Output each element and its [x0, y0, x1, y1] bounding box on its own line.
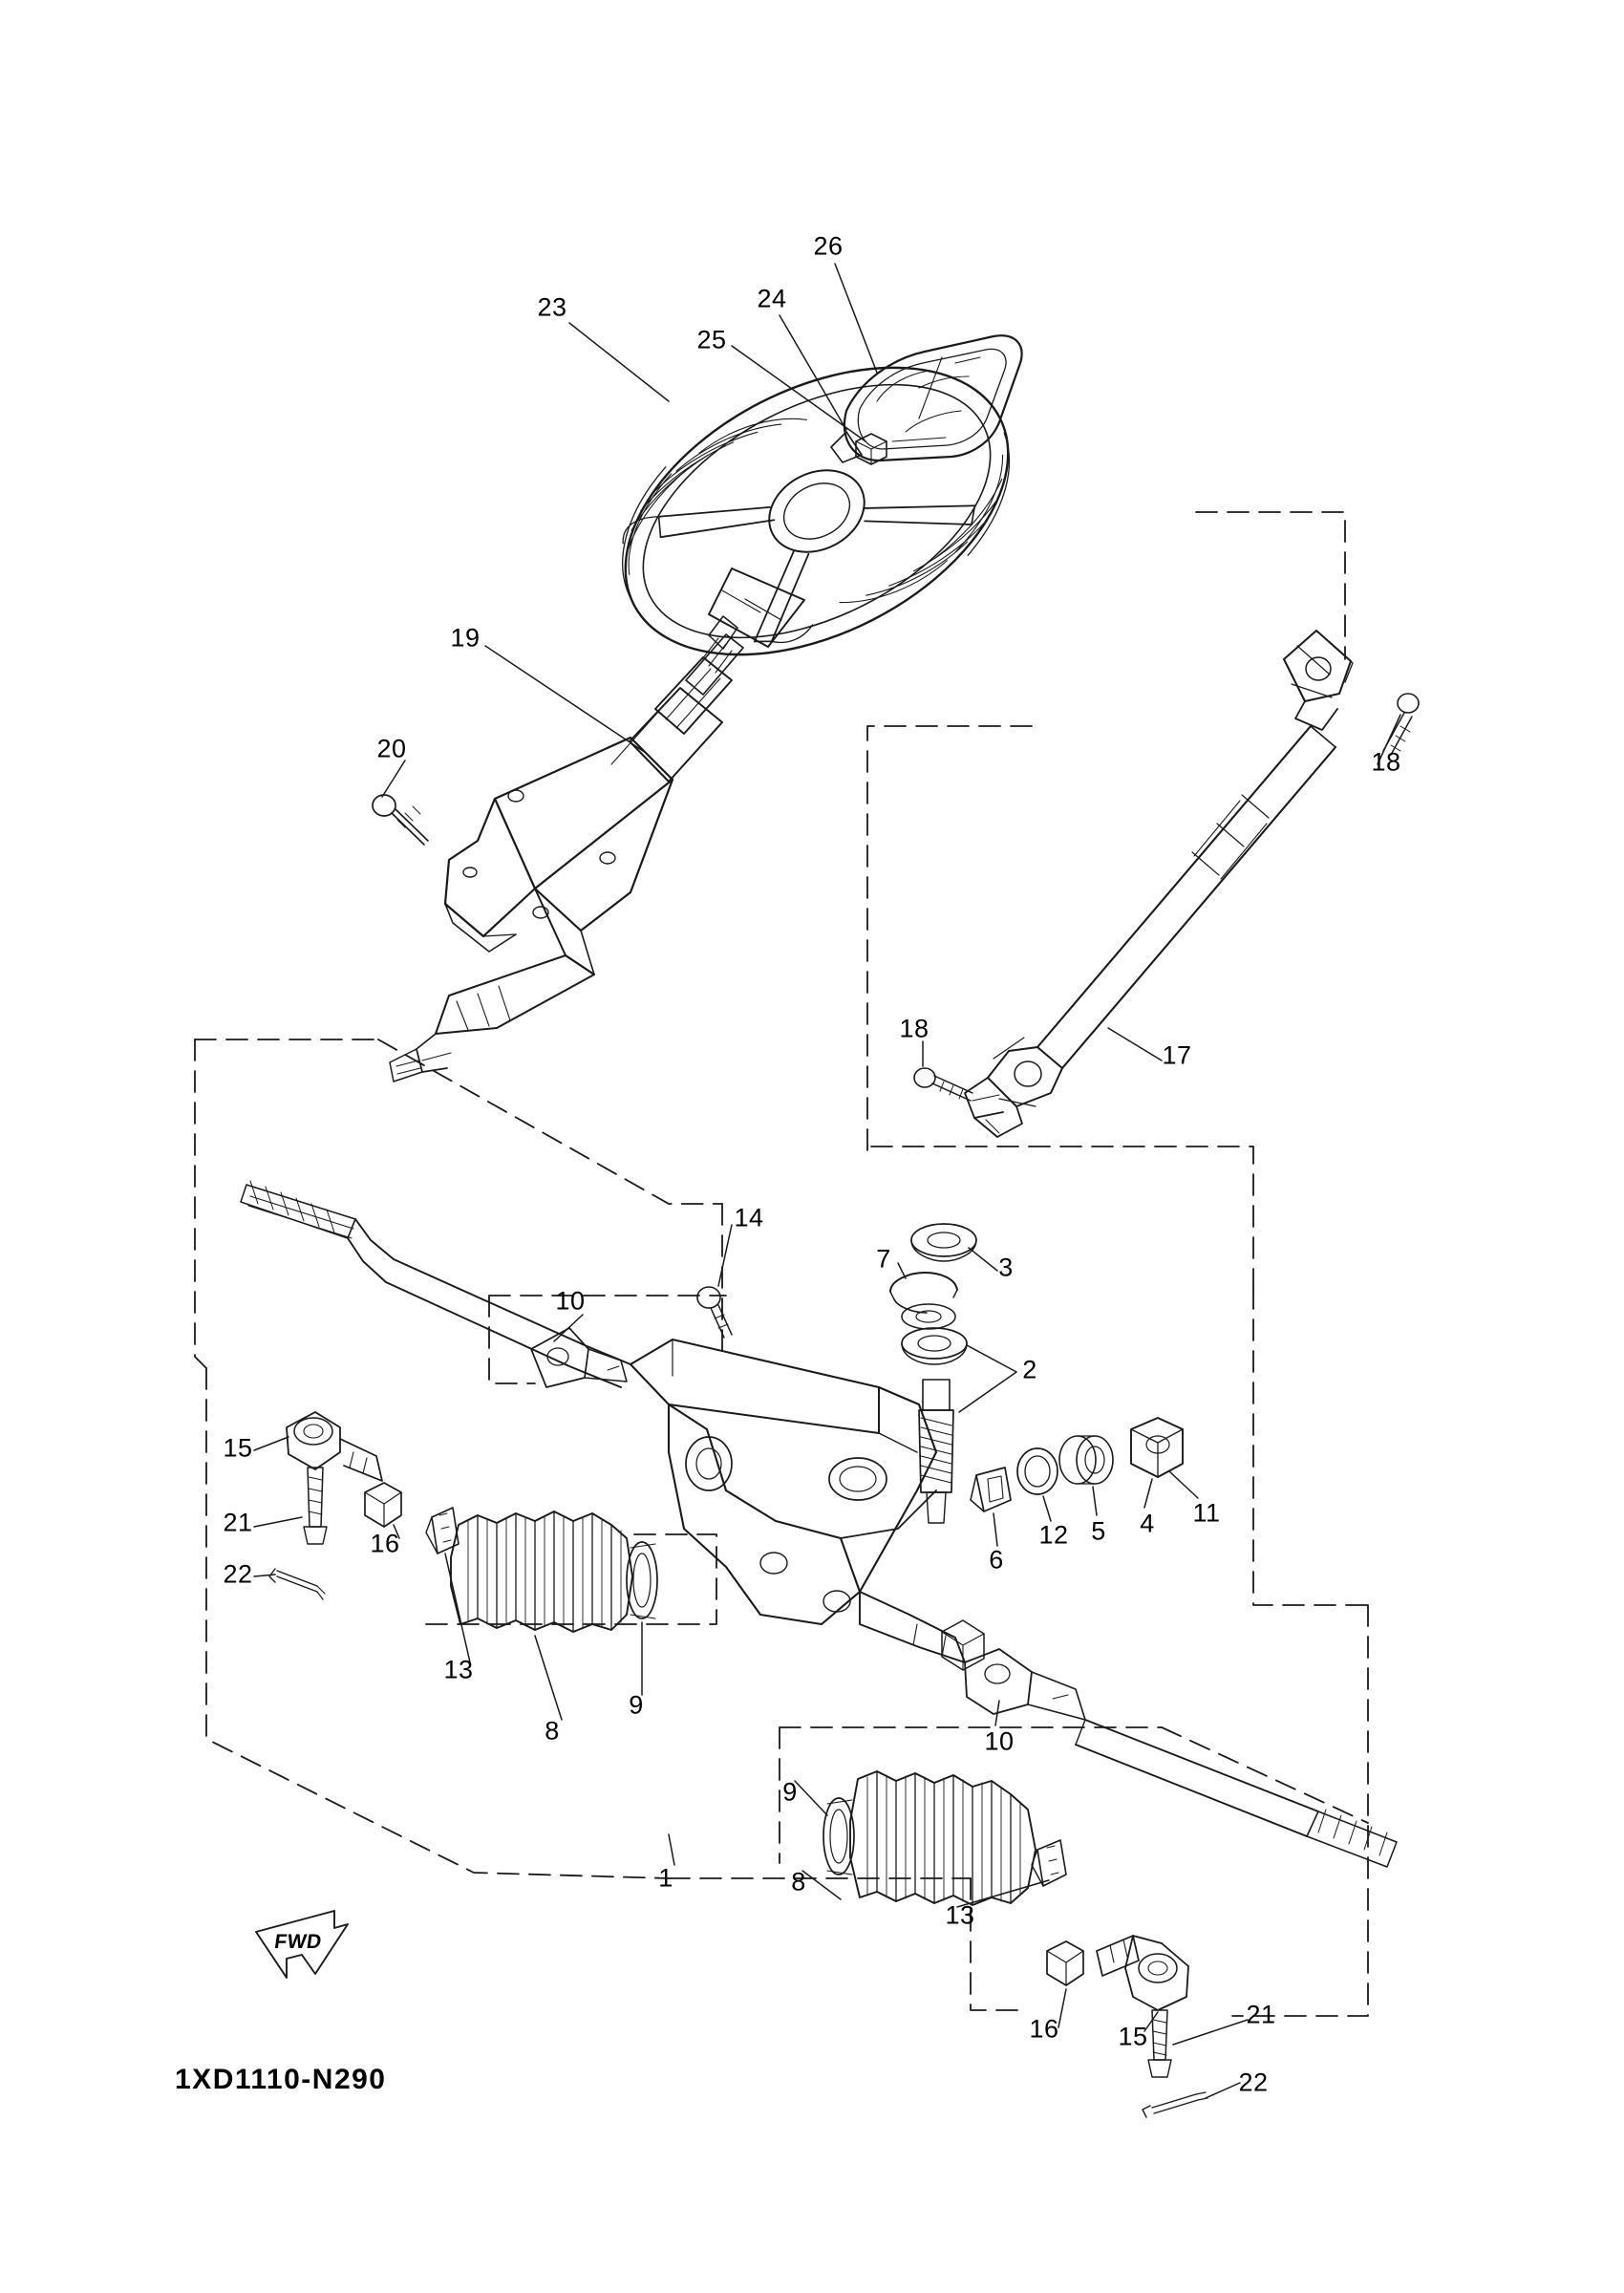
callout-number-6: 6: [989, 1545, 1004, 1575]
callout-number-22b: 22: [1238, 2068, 1269, 2097]
callout-number-21b: 21: [1246, 2000, 1276, 2029]
callout-number-8b: 8: [791, 1867, 806, 1897]
callout-number-21: 21: [223, 1508, 253, 1537]
callout-number-13b: 13: [945, 1900, 975, 1930]
callout-number-17: 17: [1162, 1040, 1192, 1070]
callout-number-25: 25: [696, 325, 727, 354]
callout-number-4: 4: [1140, 1509, 1155, 1538]
callout-number-14: 14: [734, 1203, 764, 1232]
callout-number-26: 26: [813, 231, 844, 261]
bolt-20: [373, 795, 428, 845]
callout-number-3: 3: [998, 1253, 1014, 1282]
callout-number-2: 2: [1022, 1355, 1037, 1384]
callout-number-11: 11: [1192, 1498, 1221, 1528]
callout-number-15b: 15: [1118, 2022, 1148, 2051]
callout-number-24: 24: [757, 284, 787, 313]
right-rack-group: [823, 1620, 1397, 1905]
callout-number-9: 9: [629, 1690, 644, 1720]
callout-number-10: 10: [555, 1286, 586, 1316]
left-boot-group: [426, 1508, 657, 1632]
callout-number-9b: 9: [782, 1777, 798, 1807]
horn-pad-group: [831, 335, 1022, 464]
callout-number-18: 18: [1371, 747, 1401, 777]
callout-number-1: 1: [658, 1863, 673, 1893]
callout-number-22: 22: [223, 1559, 253, 1589]
callout-number-15: 15: [223, 1433, 253, 1463]
callout-number-5: 5: [1091, 1516, 1106, 1546]
callout-number-8: 8: [545, 1716, 560, 1746]
callout-number-10b: 10: [984, 1726, 1015, 1756]
diagram-part-code: 1XD1110-N290: [175, 2064, 387, 2095]
callout-number-20: 20: [376, 734, 407, 763]
steering-gear-housing: [241, 1181, 965, 1662]
left-tie-rod-end: [269, 1412, 401, 1599]
callout-number-7: 7: [876, 1244, 891, 1274]
steering-column-group: [390, 616, 743, 1082]
callout-number-13: 13: [443, 1655, 474, 1684]
intermediate-shaft-group: [965, 631, 1353, 1137]
callout-number-18b: 18: [899, 1014, 930, 1043]
callout-number-16b: 16: [1029, 2014, 1059, 2044]
bolt-14: [697, 1287, 732, 1338]
fwd-arrow-label: FWD: [272, 1931, 324, 1953]
callout-number-23: 23: [537, 292, 567, 322]
callout-number-19: 19: [450, 623, 481, 653]
leader-lines: [254, 264, 1400, 2098]
steering-wheel-group: [578, 309, 1055, 713]
callout-number-12: 12: [1038, 1520, 1069, 1550]
fwd-arrow: [256, 1911, 348, 1978]
bolt-18-upper: [1383, 694, 1419, 755]
bolt-18-lower: [914, 1068, 972, 1101]
callout-number-16: 16: [370, 1529, 400, 1558]
